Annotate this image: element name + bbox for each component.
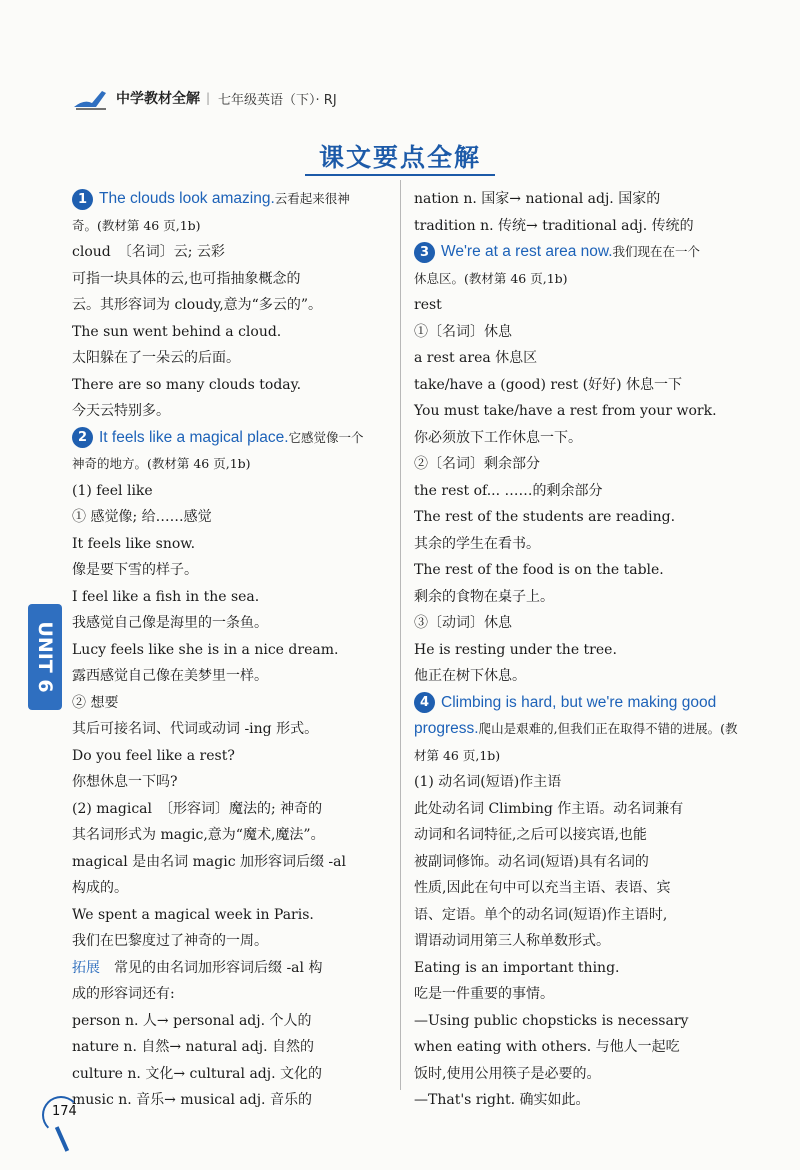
text-line: 语、定语。单个的动名词(短语)作主语时, (414, 906, 668, 923)
page-title: 课文要点全解 (0, 138, 800, 174)
text-line: Lucy feels like she is in a nice dream. (72, 641, 339, 658)
point-number-badge: 3 (414, 242, 435, 263)
text-line: We spent a magical week in Paris. (72, 906, 314, 923)
point-number-badge: 4 (414, 692, 435, 713)
text-line: music n. 音乐→ musical adj. 音乐的 (72, 1092, 312, 1108)
extension-label: 拓展 (72, 959, 100, 976)
text-line: ①〔名词〕休息 (414, 323, 512, 340)
text-line: 被副词修饰。动名词(短语)具有名词的 (414, 853, 649, 870)
text-line: 其后可接名词、代词或动词 -ing 形式。 (72, 721, 319, 737)
text-line: The sun went behind a cloud. (72, 323, 282, 340)
text-line: when eating with others. 与他人一起吃 (414, 1039, 680, 1055)
point-sentence-cn: 云看起来很神 (274, 191, 350, 206)
text-line: nation n. 国家→ national adj. 国家的 (414, 191, 661, 207)
text-line: a rest area 休息区 (414, 350, 538, 366)
text-line: (1) feel like (72, 482, 153, 499)
text-line: 你想休息一下吗? (72, 774, 178, 790)
extension-text: 常见的由名词加形容词后缀 -al 构 (114, 959, 323, 976)
text-line: 你必须放下工作休息一下。 (414, 429, 582, 446)
text-line: (2) magical 〔形容词〕魔法的; 神奇的 (72, 800, 323, 817)
text-line: You must take/have a rest from your work. (414, 403, 717, 419)
book-logo-icon (72, 85, 110, 111)
point-heading (414, 239, 738, 266)
point-number-badge: 2 (72, 427, 93, 448)
unit-side-tab: UNIT 6 (28, 604, 62, 710)
running-header (72, 84, 337, 112)
text-line: 谓语动词用第三人称单数形式。 (414, 933, 610, 949)
text-line: 吃是一件重要的事情。 (414, 986, 554, 1002)
text-line: He is resting under the tree. (414, 641, 617, 658)
text-line: 成的形容词还有: (72, 986, 175, 1002)
text-line: 他正在树下休息。 (414, 668, 526, 684)
text-line: 云。其形容词为 cloudy,意为“多云的”。 (72, 297, 322, 313)
text-line: 太阳躲在了一朵云的后面。 (72, 350, 240, 366)
text-line: 其名词形式为 magic,意为“魔术,魔法”。 (72, 827, 325, 843)
series-title: 中学教材全解 (116, 91, 200, 107)
text-line: magical 是由名词 magic 加形容词后缀 -al (72, 853, 346, 870)
text-line: ② 想要 (72, 694, 119, 711)
text-line: ① 感觉像; 给……感觉 (72, 509, 212, 525)
text-line: 今天云特别多。 (72, 403, 170, 419)
text-line: —That's right. 确实如此。 (414, 1092, 590, 1108)
text-line: 饭时,使用公用筷子是必要的。 (414, 1065, 601, 1082)
point-heading (414, 690, 738, 770)
point-number-badge: 1 (72, 189, 93, 210)
text-line: The rest of the food is on the table. (414, 562, 664, 578)
text-line: (1) 动名词(短语)作主语 (414, 774, 562, 790)
text-line: ③〔动词〕休息 (414, 615, 512, 631)
text-line: Eating is an important thing. (414, 959, 620, 976)
text-line: culture n. 文化→ cultural adj. 文化的 (72, 1065, 322, 1082)
point-sentence-cn: 爬山是艰难的,但我们正在取得不错的进展。(教材第 46 页,1b) (414, 721, 738, 763)
text-line: —Using public chopsticks is necessary (414, 1012, 689, 1029)
text-line: 剩余的食物在桌子上。 (414, 588, 554, 605)
point-sentence-en: The clouds look amazing. (99, 190, 275, 207)
text-line: The rest of the students are reading. (414, 509, 676, 525)
text-line: It feels like snow. (72, 535, 196, 552)
page-number-badge (46, 1098, 76, 1126)
text-line: cloud 〔名词〕云; 云彩 (72, 244, 225, 260)
text-line: 像是要下雪的样子。 (72, 562, 198, 578)
text-line: 构成的。 (72, 880, 128, 896)
text-line: tradition n. 传统→ traditional adj. 传统的 (414, 217, 694, 234)
page-number: 174 (52, 1104, 77, 1119)
point-sentence-en: We're at a rest area now. (441, 243, 613, 260)
text-line: nature n. 自然→ natural adj. 自然的 (72, 1039, 315, 1055)
point-sentence-cn: 我们现在在一个 (612, 244, 701, 259)
point-source: 奇。(教材第 46 页,1b) (72, 217, 201, 233)
text-line: person n. 人→ personal adj. 个人的 (72, 1012, 312, 1029)
point-sentence-en: It feels like a magical place. (99, 428, 289, 446)
text-line: I feel like a fish in the sea. (72, 588, 260, 605)
text-line: take/have a (good) rest (好好) 休息一下 (414, 376, 683, 393)
point-heading (72, 425, 394, 452)
text-line: 可指一块具体的云,也可指抽象概念的 (72, 270, 301, 287)
text-line: 此处动名词 Climbing 作主语。动名词兼有 (414, 800, 684, 817)
text-line: 我感觉自己像是海里的一条鱼。 (72, 615, 268, 631)
text-line: the rest of... ……的剩余部分 (414, 482, 603, 499)
text-line: 露西感觉自己像在美梦里一样。 (72, 668, 268, 684)
text-line: Do you feel like a rest? (72, 747, 235, 764)
point-heading (72, 186, 394, 213)
book-title: 七年级英语（下）· RJ (218, 92, 337, 108)
point-source: 神奇的地方。(教材第 46 页,1b) (72, 456, 251, 471)
text-line: 我们在巴黎度过了神奇的一周。 (72, 933, 268, 949)
text-line: 动词和名词特征,之后可以接宾语,也能 (414, 827, 647, 843)
point-sentence-en: Climbing is hard, but we're making good progress. (414, 693, 717, 737)
header-separator: | (206, 91, 211, 105)
text-line: 其余的学生在看书。 (414, 535, 540, 552)
text-line (72, 955, 394, 982)
left-column (72, 186, 394, 1114)
text-line: 性质,因此在句中可以充当主语、表语、宾 (414, 880, 671, 896)
column-divider (400, 180, 401, 1090)
point-source: 休息区。(教材第 46 页,1b) (414, 270, 568, 286)
text-line: ②〔名词〕剩余部分 (414, 456, 540, 472)
right-column (414, 186, 738, 1114)
point-sentence-cn: 它感觉像一个 (288, 429, 364, 445)
text-line: There are so many clouds today. (72, 376, 302, 393)
text-line: rest (414, 297, 442, 313)
